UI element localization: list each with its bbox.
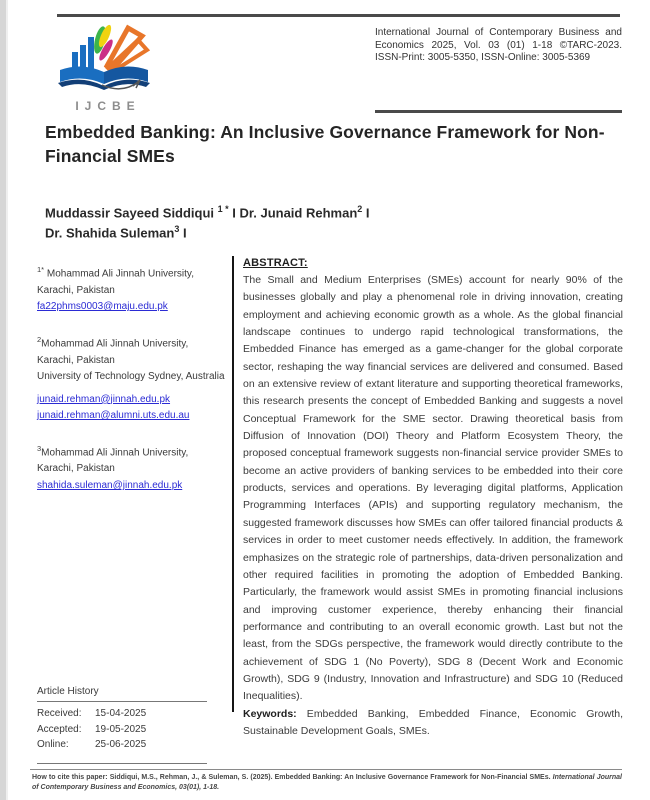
affiliation-1 bbox=[37, 262, 225, 316]
article-history-title: Article History bbox=[37, 686, 99, 697]
affiliation-2-org-secondary: University of Technology Sydney, Australia bbox=[37, 371, 225, 383]
affiliation-2-emails bbox=[37, 392, 225, 425]
author-1-superscript: 1 * bbox=[217, 204, 229, 214]
journal-logo bbox=[40, 22, 170, 113]
received-date: 15-04-2025 bbox=[95, 708, 147, 719]
online-label: Online: bbox=[37, 739, 69, 750]
article-history-row bbox=[37, 737, 217, 753]
affiliation-1-superscript: 1* bbox=[37, 265, 45, 274]
logo-graphic bbox=[50, 22, 160, 96]
author-separator: I bbox=[228, 205, 240, 221]
authors-line-2 bbox=[45, 221, 610, 241]
footer-rule bbox=[30, 769, 622, 770]
affiliation-3 bbox=[37, 441, 225, 495]
header-top-rule bbox=[57, 14, 620, 17]
cite-label: How to cite this paper: bbox=[32, 774, 110, 781]
affiliation-3-org bbox=[37, 441, 225, 478]
author-separator: I bbox=[362, 205, 370, 221]
authors-block bbox=[45, 201, 610, 242]
authors-line-1 bbox=[45, 201, 610, 221]
author-3-name: Dr. Shahida Suleman bbox=[45, 225, 175, 241]
affiliation-1-org bbox=[37, 262, 225, 299]
author-separator: I bbox=[179, 225, 187, 241]
cite-text: Siddiqui, M.S., Rehman, J., & Suleman, S. (2025). Embedded Banking: An Inclusive Governance Framework for Non-Financial SMEs. bbox=[109, 774, 553, 781]
article-history bbox=[37, 686, 217, 768]
affiliation-2-text: Mohammad Ali Jinnah University, Karachi, Pakistan bbox=[37, 338, 189, 366]
masthead-rule bbox=[375, 110, 622, 113]
article-history-rule-top bbox=[37, 701, 207, 702]
affiliation-1-text: Mohammad Ali Jinnah University, Karachi, Pakistan bbox=[37, 268, 194, 296]
accepted-date: 19-05-2025 bbox=[95, 723, 147, 735]
cite-journal: International Journal of Contemporary Business and Economics, 03(01), 1-18. bbox=[32, 774, 622, 791]
keywords-label: Keywords: bbox=[243, 707, 297, 720]
article-history-row bbox=[37, 722, 217, 738]
abstract-body: The Small and Medium Enterprises (SMEs) account for nearly 90% of the businesses globally and play a phenomenal role in driving innovation, creating employment and achieving economic growth as a whole. As the global financial landscape continues to undergo rapid technological transformations, the Embedded Finance has emerged as a game-changer for the global corporate sector, reshaping the way financial services are delivered and consumed. Based on an extensive review of extant literature and supporting theoretical frameworks, this research presents the concept of Embedded Banking and suggests a novel Conceptual Framework for the SME sector. Drawing theoretical basis from Diffusion of Innovation (DOI) Theory and Platform Ecosystem Theory, the proposed conceptual framework suggests non-financial service provider SMEs to become an active providers of banking services to be embedded into their core products, services and operations. By leveraging digital platforms, Application Programming Interfaces (APIs) and supporting regulatory mechanism, the suggested framework discusses how SMEs can offer tailored financial products & services in order to meet customer needs effectively. In addition, the framework emphasizes on the strategic role of partnerships, data-driven personalization and other required facilities in promoting the adoption of Embedded Banking. Particularly, the framework would assist SMEs in promoting financial inclusions and improving customer experience, thereby enhancing their financial performance and contributing to an overall economic growth. Last but not the least, from the SDGs perspective, the framework would directly contribute to the achievement of SDG 1 (No Poverty), SDG 8 (Decent Work and Economic Growth), SDG 9 (Industry, Innovation and Infrastructure) and SDG 10 (Reduced Inequalities). bbox=[243, 274, 623, 703]
author-2-name: Dr. Junaid Rehman bbox=[239, 205, 358, 221]
affiliation-2-org bbox=[37, 332, 225, 369]
scanned-page-edge-inner bbox=[6, 0, 8, 800]
affiliation-2-superscript: 2 bbox=[37, 334, 42, 344]
online-date: 25-06-2025 bbox=[95, 739, 147, 750]
citation-block bbox=[32, 773, 622, 792]
affiliation-2 bbox=[37, 332, 225, 425]
abstract-section bbox=[243, 257, 623, 740]
abstract-heading: ABSTRACT: bbox=[243, 257, 308, 269]
article-history-rule-bottom bbox=[37, 763, 207, 764]
email-link[interactable]: junaid.rehman@alumni.uts.edu.au bbox=[37, 410, 190, 422]
email-link[interactable]: junaid.rehman@jinnah.edu.pk bbox=[37, 393, 171, 405]
author-3-superscript: 3 bbox=[174, 224, 180, 235]
journal-masthead-info: International Journal of Contemporary Business and Economics 2025, Vol. 03 (01) 1-18 ©TARC-2023. ISSN-Print: 3005-5350, ISSN-Online: 3005-5369 bbox=[375, 27, 622, 64]
logo-acronym: IJCBE bbox=[75, 99, 141, 113]
email-link[interactable]: fa22phms0003@maju.edu.pk bbox=[37, 301, 168, 313]
received-label: Received: bbox=[37, 708, 82, 719]
accepted-label: Accepted: bbox=[37, 723, 82, 735]
author-1-name: Muddassir Sayeed Siddiqui bbox=[45, 205, 218, 221]
affiliation-3-text: Mohammad Ali Jinnah University, Karachi, Pakistan bbox=[37, 446, 189, 475]
paper-title: Embedded Banking: An Inclusive Governance Framework for Non-Financial SMEs bbox=[45, 122, 605, 166]
column-divider-rule bbox=[232, 256, 234, 712]
keywords-text: Embedded Banking, Embedded Finance, Economic Growth, Sustainable Development Goals, SMEs. bbox=[243, 707, 623, 737]
affiliations-column bbox=[37, 262, 225, 510]
article-history-row bbox=[37, 706, 217, 722]
keywords-line bbox=[243, 706, 623, 741]
affiliation-3-superscript: 3 bbox=[37, 443, 42, 453]
author-2-superscript: 2 bbox=[357, 204, 363, 214]
email-link[interactable]: shahida.suleman@jinnah.edu.pk bbox=[37, 479, 183, 491]
